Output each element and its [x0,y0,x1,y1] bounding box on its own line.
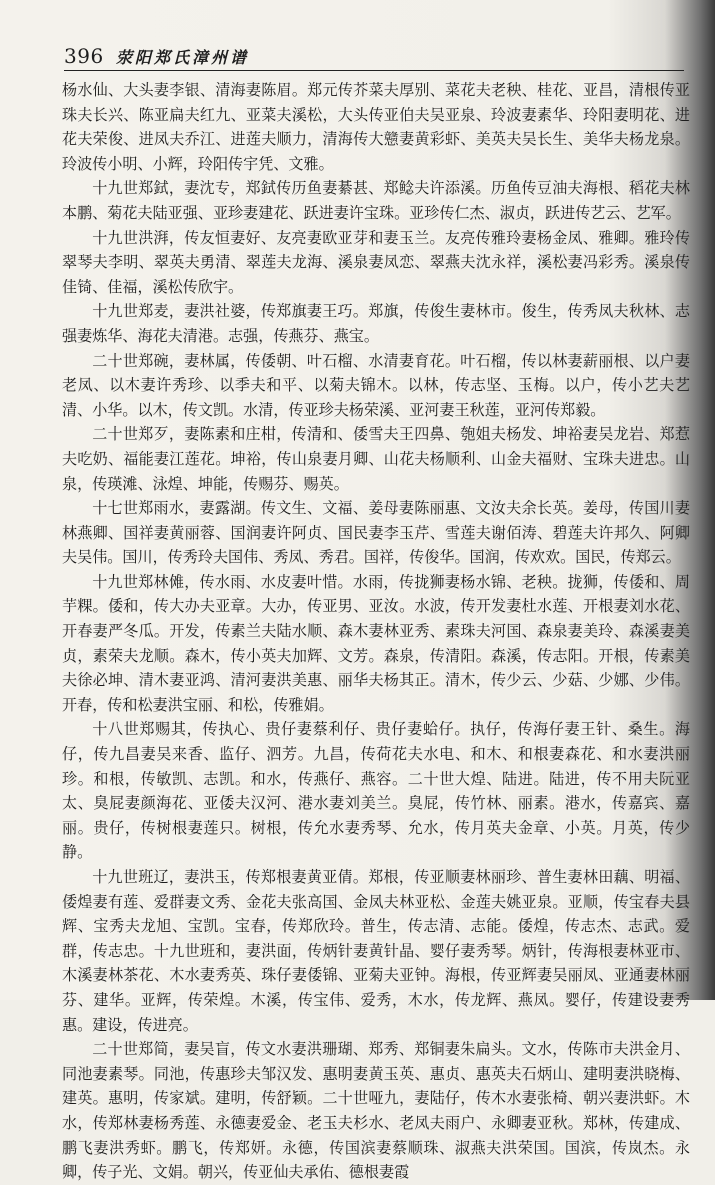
paragraph: 十九世班辽，妻洪玉，传郑根妻黄亚倩。郑根，传亚顺妻林丽珍、普生妻林田藕、明福、倭煌妻有莲、爱群妻文秀、金花夫张高国、金凤夫林亚松、金莲夫姚亚泉。亚顺，传宝春夫县辉、宝秀夫龙旭、宝凯。宝春，传郑欣玲。普生，传志清、志能。倭煌，传志杰、志武。爱群，传志忠。十九世班和，妻洪面，传炳针妻黄针晶、婴仔妻秀琴。炳针，传海根妻林亚市、木溪妻林茶花、木水妻秀英、珠仔妻倭锦、亚菊夫亚钟。海根，传亚辉妻吴丽凤、亚通妻林丽芬、建华。亚辉，传荣煌。木溪，传宝伟、爱秀，木水，传龙辉、燕凤。婴仔，传建设妻秀惠。建设，传进亮。 [62,868,690,1034]
header-divider [64,70,684,71]
paragraph: 十八世郑赐其，传执心、贵仔妻蔡利仔、贵仔妻蛤仔。执仔，传海仔妻王针、桑生。海仔，传九昌妻吴来香、监仔、泗芳。九昌，传荷花夫水电、和木、和根妻森花、和水妻洪丽珍。和根，传敏凯、志凯。和水，传燕仔、燕容。二十世大煌、陆进。陆进，传不用夫阮亚太、臭屁妻颜海花、亚倭夫汉河、港水妻刘美兰。臭屁，传竹林、丽素。港水，传嘉宾、嘉丽。贵仔，传树根妻莲只。树根，传允水妻秀琴、允水，传月英夫金章、小英。月英，传少静。 [62,720,690,862]
paragraph: 十九世郑林傩，传水雨、水皮妻叶惜。水雨，传拢狮妻杨水锦、老秧。拢狮，传倭和、周芋粿。倭和，传大办夫亚章。大办，传亚男、亚汝。水波，传开发妻杜水莲、开根妻刘水花、开春妻严冬瓜。开发，传素兰夫陆水顺、森木妻林亚秀、素珠夫河国、森泉妻美玲、森溪妻美贞，素荣夫龙顺。森木，传小英夫加辉、文芳。森泉，传清阳。森溪，传志阳。开根，传素美夫徐必坤、清木妻亚鸿、清河妻洪美惠、丽华夫杨其正。清木，传少云、少菇、少娜、少伟。开春，传和松妻洪宝丽、和松，传雅娟。 [62,572,690,714]
paragraph: 十九世郑麦，妻洪社婆，传郑旗妻王巧。郑旗，传俊生妻林市。俊生，传秀凤夫秋林、志强妻炼华、海花夫清港。志强，传燕芬、燕宝。 [62,302,690,345]
body-text [62,78,690,1182]
paragraph: 杨水仙、大头妻李银、清海妻陈眉。郑元传芥菜夫厚别、菜花夫老秧、桂花、亚昌，清根传亚珠夫长兴、陈亚扁夫红九、亚菜夫溪松，大头传亚伯夫吴亚泉、玲波妻素华、玲阳妻明花、进花夫荣俊、进凤夫乔江、进莲夫顺力，清海传大戆妻黄彩虾、美英夫吴长生、美华夫杨龙泉。玲波传小明、小辉，玲阳传宇凭、文雅。 [62,81,690,173]
paragraph: 二十世郑歹，妻陈素和庄柑，传清和、倭雪夫王四鼻、匏姐夫杨发、坤裕妻吴龙岩、郑惹夫吃奶、福能妻江莲花。坤裕，传山泉妻月卿、山花夫杨顺利、山金夫福财、宝珠夫进忠。山泉，传瑛滩、泳煌、坤能，传赐芬、赐英。 [62,425,690,493]
paragraph: 二十世郑碗，妻林属，传倭朝、叶石榴、水清妻育花。叶石榴，传以林妻薪丽根、以户妻老凤、以木妻许秀珍、以季夫和平、以菊夫锦木。以林，传志坚、玉梅。以户，传小艺夫艺清、小华。以木，传文凯。水清，传亚珍夫杨荣溪、亚河妻王秋莲，亚河传郑毅。 [62,351,690,419]
paragraph: 十九世郑鉽，妻沈专，郑鉽传历鱼妻綦甚、郑鲶夫许添溪。历鱼传豆油夫海根、稻花夫林本鹏、菊花夫陆亚强、亚珍妻建花、跃进妻许宝珠。亚珍传仁杰、淑贞，跃进传艺云、艺军。 [62,179,690,222]
paragraph: 二十世郑简，妻吴盲，传文水妻洪珊瑚、郑秀、郑铜妻朱扁头。文水，传陈市夫洪金月、同池妻素琴。同池，传惠珍夫邹汉发、惠明妻黄玉英、惠贞、惠英夫石炳山、建明妻洪晓梅、建英。惠明，传家斌。建明，传舒颖。二十世哑九，妻陆仔，传木水妻张椅、朝兴妻洪虾。木水，传郑林妻杨秀莲、永德妻爱金、老玉夫杉水、老凤夫雨户、永卿妻亚秋。郑林，传建成、鹏飞妻洪秀虾。鹏飞，传郑妍。永德，传国滨妻蔡顺珠、淑燕夫洪荣国。国滨，传岚杰。永卿，传子光、文娟。朝兴，传亚仙夫承佑、德根妻霞 [62,1040,690,1182]
paragraph: 十七世郑雨水，妻露湖。传文生、文福、姜母妻陈丽惠、文汝夫余长英。姜母，传国川妻林燕卿、国祥妻黄丽蓉、国润妻许阿贞、国民妻李玉芹、雪莲夫谢佰涛、碧莲夫许邦久、阿卿夫吴伟。国川，传秀玲夫国伟、秀凤、秀君。国祥，传俊华。国润，传欢欢。国民，传郑云。 [62,499,690,567]
book-title: 荥阳郑氏漳州谱 [116,48,250,67]
paragraph: 十九世洪湃，传友恒妻好、友亮妻欧亚芽和妻玉兰。友亮传雅玲妻杨金凤、雅卿。雅玲传翠琴夫李明、翠英夫勇清、翠莲夫龙海、溪泉妻凤恋、翠燕夫沈永祥，溪松妻冯彩秀。溪泉传佳锜、佳福，溪松传欣宇。 [62,228,690,296]
page-header [64,44,684,72]
page-number: 396 [64,44,104,68]
